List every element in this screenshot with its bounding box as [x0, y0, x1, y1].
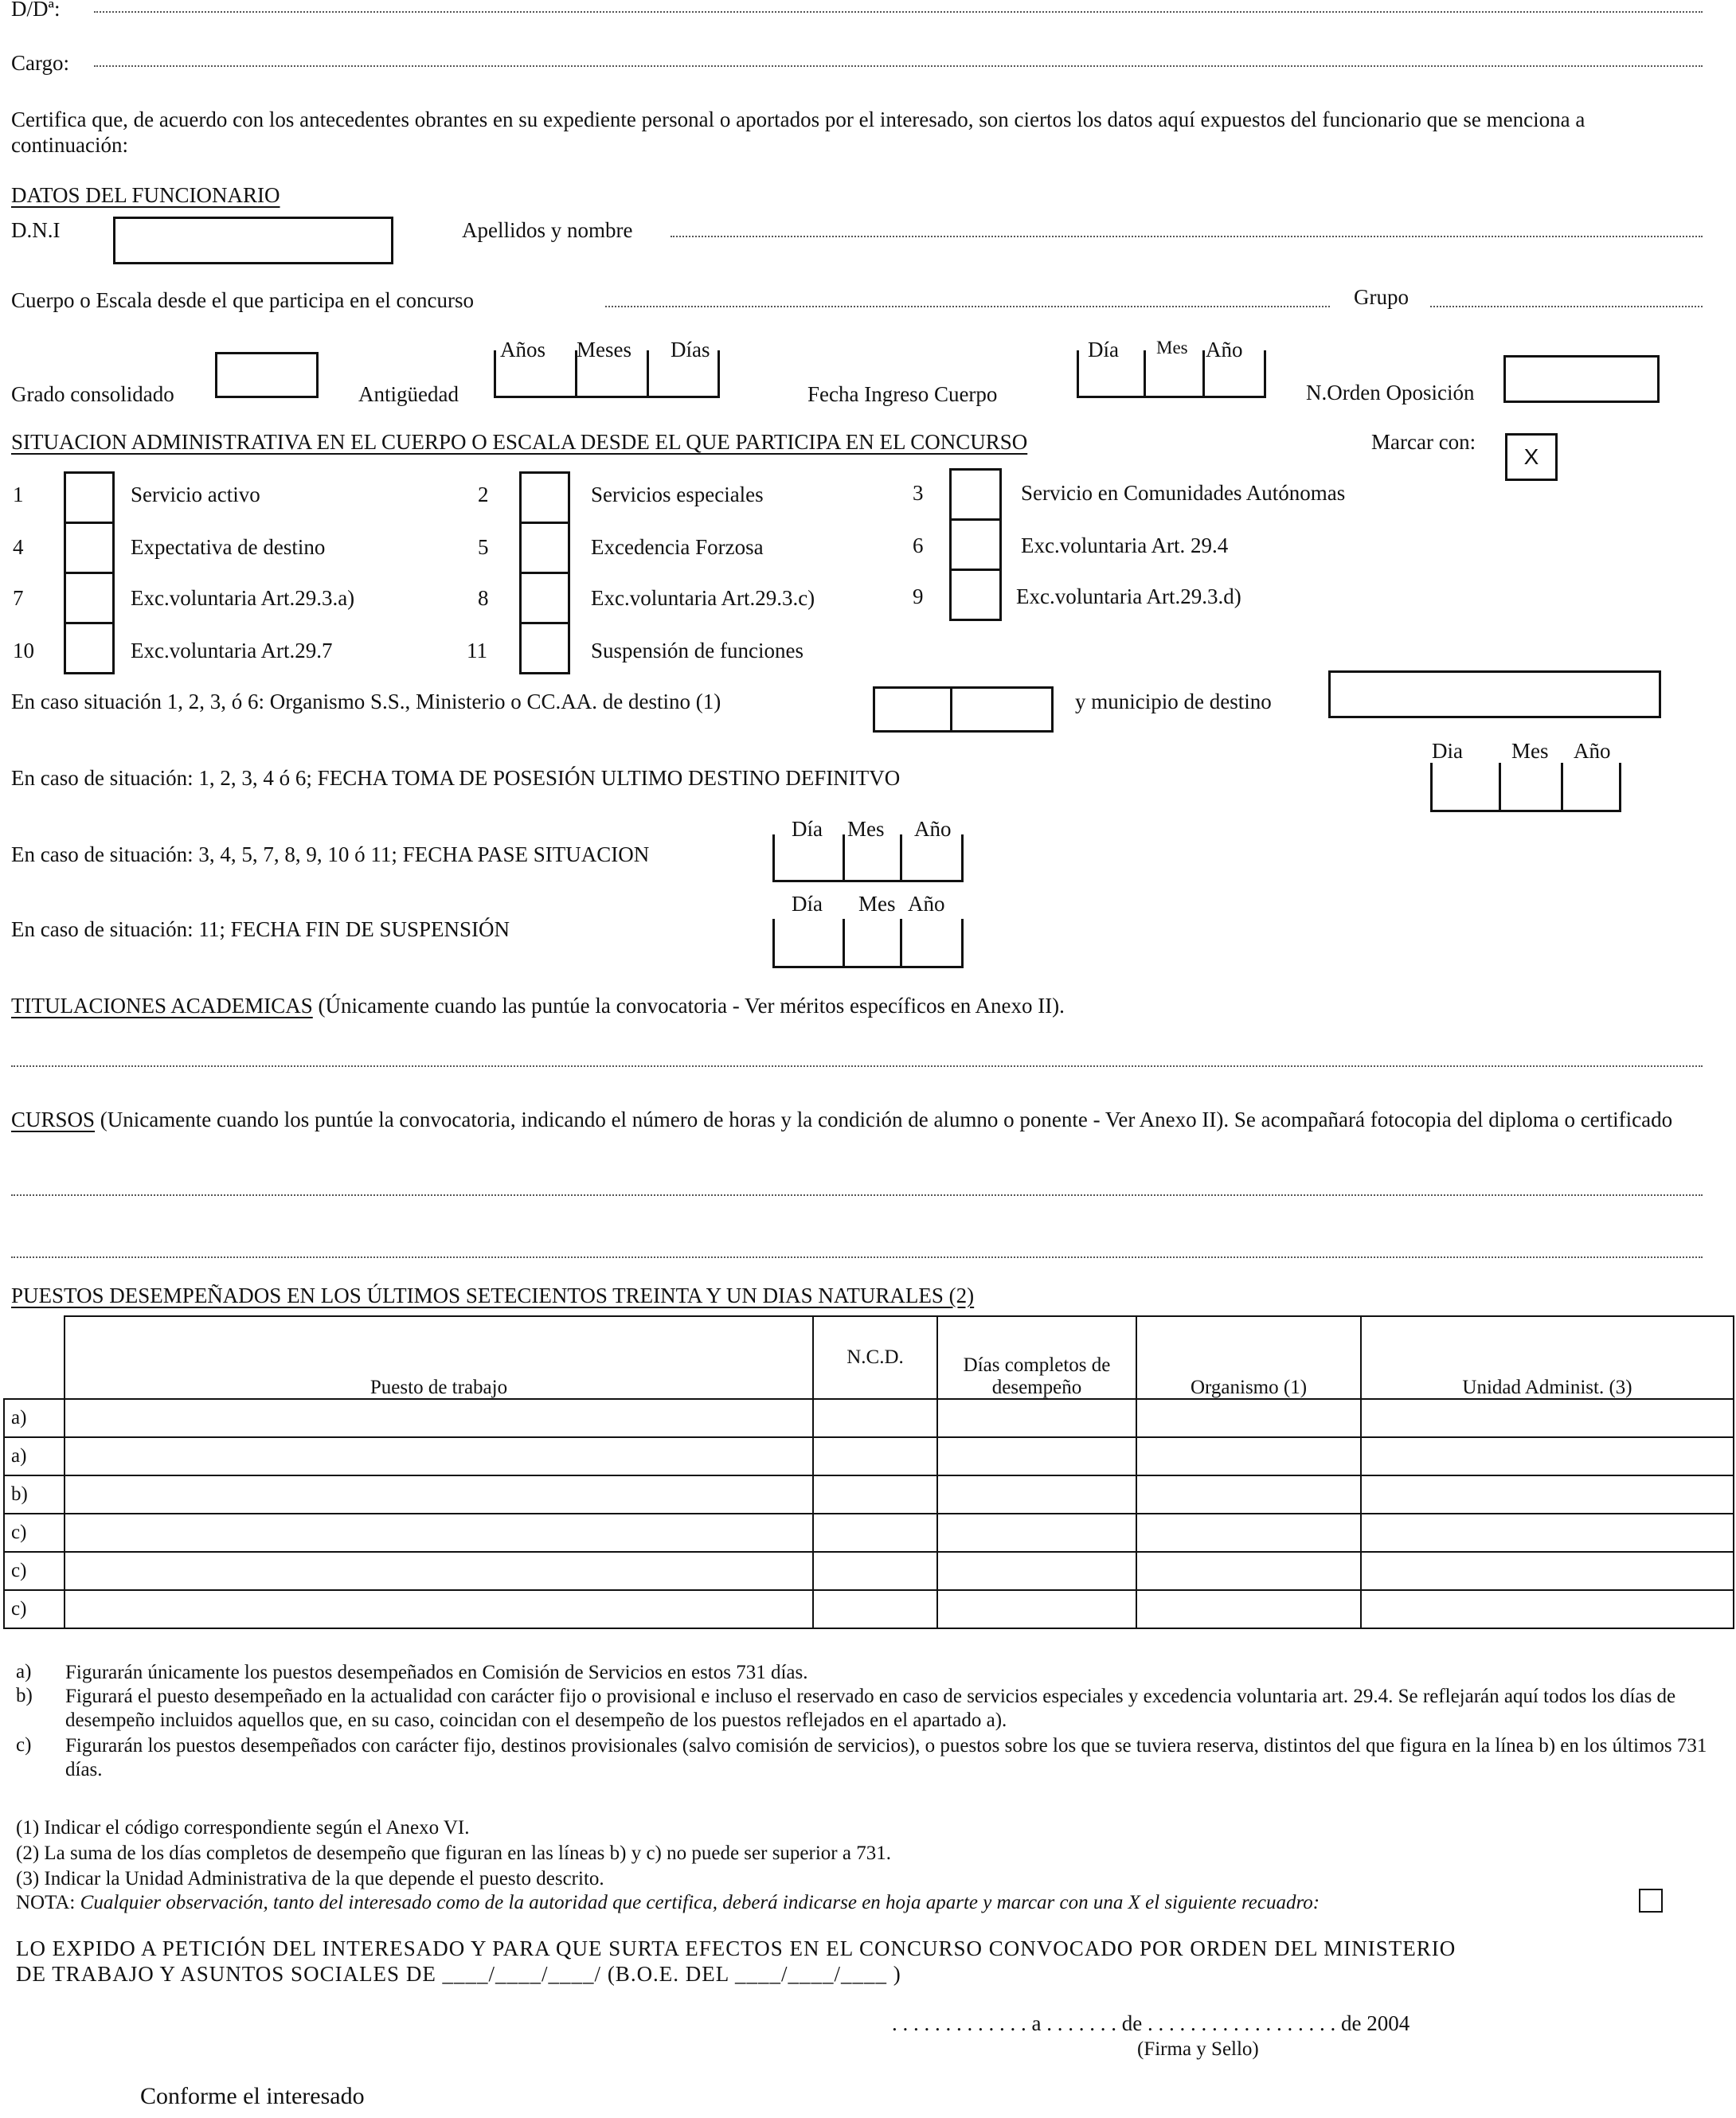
cursos-title: CURSOS [11, 1108, 96, 1131]
option-num: 9 [913, 584, 924, 608]
cell-dias[interactable] [937, 1590, 1136, 1628]
antiguedad-col-meses: Meses [577, 338, 631, 361]
nota-c: Figurarán los puestos desempeñados con carácter fijo, destinos provisionales (salvo comisión de servicios), o puestos sobre los que se tuviera reserva, distintos del que figura en la línea b) en los últimos 731 días. [65, 1735, 1707, 1780]
dni-label: D.N.I [11, 218, 61, 242]
cell-puesto[interactable] [65, 1475, 813, 1514]
marcar-example: X [1505, 433, 1558, 481]
col-header-puesto: Puesto de trabajo [65, 1316, 813, 1399]
observacion-checkbox[interactable] [1639, 1889, 1663, 1913]
toma-col-ano: Año [1574, 739, 1611, 763]
nota-prefix: NOTA: [16, 1892, 76, 1913]
cell-puesto[interactable] [65, 1437, 813, 1475]
cargo-field[interactable] [94, 65, 1703, 67]
cell-unidad[interactable] [1361, 1590, 1734, 1628]
cell-unidad[interactable] [1361, 1514, 1734, 1552]
option-checkbox-9[interactable] [949, 569, 1002, 621]
col-header-organismo: Organismo (1) [1136, 1316, 1361, 1399]
ingreso-col-mes: Mes [1156, 338, 1188, 358]
toma-mes-input[interactable] [1499, 763, 1561, 812]
antiguedad-col-dias: Días [671, 338, 710, 361]
apellidos-label: Apellidos y nombre [462, 218, 633, 242]
cursos-field-1[interactable] [11, 1194, 1703, 1196]
pase-col-dia: Día [792, 817, 823, 841]
option-label: Exc.voluntaria Art.29.7 [131, 639, 333, 662]
cell-dias[interactable] [937, 1475, 1136, 1514]
nota-text: Cualquier observación, tanto del interesado como de la autoridad que certifica, deberá indicarse en hoja aparte y marcar con una X el siguiente recuadro: [80, 1892, 1320, 1913]
titulaciones-line [11, 994, 1065, 1018]
option-num: 6 [913, 533, 924, 557]
cuerpo-field[interactable] [605, 306, 1330, 307]
option-label: Excedencia Forzosa [591, 535, 764, 559]
titulaciones-title: TITULACIONES ACADEMICAS [11, 994, 313, 1018]
option-label: Exc.voluntaria Art. 29.4 [1021, 533, 1229, 557]
antiguedad-dias-input[interactable] [647, 350, 720, 398]
row-label: c) [4, 1514, 65, 1552]
fin-label: En caso de situación: 11; FECHA FIN DE SUSPENSIÓN [11, 917, 510, 941]
cell-ncd[interactable] [813, 1552, 937, 1590]
option-num: 5 [478, 535, 489, 559]
marcar-label: Marcar con: [1371, 430, 1476, 454]
apellidos-field[interactable] [671, 236, 1703, 237]
grado-label: Grado consolidado [11, 382, 174, 406]
orden-input[interactable] [1503, 355, 1660, 403]
cursos-block [11, 1107, 1707, 1132]
expido-line-1: LO EXPIDO A PETICIÓN DEL INTERESADO Y PARA QUE SURTA EFECTOS EN EL CONCURSO CONVOCADO POR ORDEN DEL MINISTERIO [16, 1936, 1456, 1960]
fin-col-ano: Año [908, 892, 945, 916]
cell-unidad[interactable] [1361, 1552, 1734, 1590]
table-row [4, 1552, 1734, 1590]
option-label: Suspensión de funciones [591, 639, 803, 662]
pase-col-ano: Año [914, 817, 952, 841]
option-label: Expectativa de destino [131, 535, 326, 559]
cell-ncd[interactable] [813, 1437, 937, 1475]
fin-col-mes: Mes [858, 892, 896, 916]
cell-unidad[interactable] [1361, 1437, 1734, 1475]
nota-b-label: b) [16, 1685, 33, 1706]
cell-puesto[interactable] [65, 1399, 813, 1437]
cell-ncd[interactable] [813, 1514, 937, 1552]
fin-dia-input[interactable] [772, 919, 843, 968]
option-label: Servicio activo [131, 483, 260, 506]
cell-dias[interactable] [937, 1399, 1136, 1437]
option-checkbox-7[interactable] [64, 572, 115, 624]
grupo-field[interactable] [1430, 306, 1703, 307]
option-label: Exc.voluntaria Art.29.3.a) [131, 586, 355, 610]
antiguedad-meses-input[interactable] [575, 350, 647, 398]
nota-c-label: c) [16, 1734, 32, 1756]
ingreso-mes-input[interactable] [1144, 350, 1202, 398]
cell-dias[interactable] [937, 1552, 1136, 1590]
certifica-text: Certifica que, de acuerdo con los antecedentes obrantes en su expediente personal o aportados por el interesado, son ciertos los datos aquí expuestos del funcionario que se menciona a continuación: [11, 107, 1585, 158]
cell-dias[interactable] [937, 1437, 1136, 1475]
antiguedad-label: Antigüedad [358, 382, 459, 406]
table-corner [4, 1316, 65, 1399]
table-row [4, 1514, 1734, 1552]
option-checkbox-3[interactable] [949, 468, 1002, 521]
expido-line-2: DE TRABAJO Y ASUNTOS SOCIALES DE ____/____/____/ (B.O.E. DEL ____/____/____ ) [16, 1962, 901, 1986]
option-checkbox-11[interactable] [519, 622, 570, 674]
toma-col-mes: Mes [1511, 739, 1549, 763]
pase-col-mes: Mes [847, 817, 885, 841]
cell-organismo[interactable] [1136, 1590, 1361, 1628]
table-row [4, 1475, 1734, 1514]
conforme-interesado: Conforme el interesado [140, 2083, 365, 2109]
pase-mes-input[interactable] [843, 834, 900, 882]
option-label: Servicio en Comunidades Autónomas [1021, 481, 1346, 505]
option-checkbox-1[interactable] [64, 471, 115, 524]
nota-b: Figurará el puesto desempeñado en la actualidad con carácter fijo o provisional e incluso el reservado en caso de servicios especiales y excedencia voluntaria art. 29.4. Se reflejarán aquí todos los días de desempeño incluidos aquellos que, en su caso, coincidan con el desempeño de los puestos reflejados en el apartado a). [65, 1686, 1676, 1731]
table-row [4, 1399, 1734, 1437]
table-row [4, 1590, 1734, 1628]
cell-unidad[interactable] [1361, 1475, 1734, 1514]
cell-puesto[interactable] [65, 1590, 813, 1628]
ingreso-col-dia: Día [1088, 338, 1119, 361]
antiguedad-col-anos: Años [500, 338, 546, 361]
cell-organismo[interactable] [1136, 1399, 1361, 1437]
nota-a: Figurarán únicamente los puestos desempeñados en Comisión de Servicios en estos 731 días. [65, 1662, 808, 1683]
row-label: a) [4, 1437, 65, 1475]
section-situacion: SITUACION ADMINISTRATIVA EN EL CUERPO O ESCALA DESDE EL QUE PARTICIPA EN EL CONCURSO [11, 430, 1028, 454]
toma-ano-input[interactable] [1561, 763, 1621, 812]
option-checkbox-4[interactable] [64, 522, 115, 574]
option-checkbox-8[interactable] [519, 572, 570, 624]
option-checkbox-2[interactable] [519, 471, 570, 524]
fin-mes-input[interactable] [843, 919, 900, 968]
cursos-note: (Unicamente cuando los puntúe la convocatoria, indicando el número de horas y la condición de alumno o ponente - Ver Anexo II). Se acompañará fotocopia del diploma o certificado [100, 1108, 1673, 1131]
cell-dias[interactable] [937, 1514, 1136, 1552]
option-num: 10 [13, 639, 34, 662]
ingreso-col-ano: Año [1206, 338, 1243, 361]
fin-ano-input[interactable] [900, 919, 964, 968]
cell-organismo[interactable] [1136, 1514, 1361, 1552]
toma-col-dia: Dia [1432, 739, 1463, 763]
option-num: 8 [478, 586, 489, 610]
option-checkbox-10[interactable] [64, 622, 115, 674]
dd-field[interactable] [94, 11, 1703, 13]
option-num: 11 [467, 639, 487, 662]
dni-input[interactable] [113, 217, 393, 264]
cell-organismo[interactable] [1136, 1437, 1361, 1475]
option-num: 1 [13, 483, 24, 506]
section-datos-funcionario: DATOS DEL FUNCIONARIO [11, 183, 280, 207]
pase-label: En caso de situación: 3, 4, 5, 7, 8, 9, 10 ó 11; FECHA PASE SITUACION [11, 842, 650, 866]
organismo-input-2[interactable] [950, 686, 1054, 733]
titulaciones-note: (Únicamente cuando las puntúe la convocatoria - Ver méritos específicos en Anexo II). [318, 994, 1065, 1018]
dd-label: D/Dª: [11, 0, 61, 21]
nota-1: (1) Indicar el código correspondiente según el Anexo VI. [16, 1817, 470, 1839]
row-label: b) [4, 1475, 65, 1514]
antiguedad-anos-input[interactable] [494, 350, 575, 398]
row-label: a) [4, 1399, 65, 1437]
fin-col-dia: Día [792, 892, 823, 916]
titulaciones-field[interactable] [11, 1065, 1703, 1067]
table-row [4, 1437, 1734, 1475]
cell-puesto[interactable] [65, 1552, 813, 1590]
cell-ncd[interactable] [813, 1590, 937, 1628]
option-label: Exc.voluntaria Art.29.3.c) [591, 586, 815, 610]
option-num: 7 [13, 586, 24, 610]
nota-2: (2) La suma de los días completos de desempeño que figuran en las líneas b) y c) no puede ser superior a 731. [16, 1843, 891, 1864]
row-label: c) [4, 1552, 65, 1590]
option-label: Servicios especiales [591, 483, 764, 506]
firma-sello: (Firma y Sello) [1137, 2038, 1259, 2060]
cell-ncd[interactable] [813, 1399, 937, 1437]
ingreso-ano-input[interactable] [1202, 350, 1266, 398]
organismo-label: En caso situación 1, 2, 3, ó 6: Organismo S.S., Ministerio o CC.AA. de destino (1) [11, 690, 721, 713]
nota-3: (3) Indicar la Unidad Administrativa de la que depende el puesto descrito. [16, 1868, 604, 1889]
orden-label: N.Orden Oposición [1306, 381, 1475, 404]
cell-puesto[interactable] [65, 1514, 813, 1552]
grupo-label: Grupo [1354, 285, 1409, 309]
cargo-label: Cargo: [11, 51, 69, 75]
fecha-ingreso-label: Fecha Ingreso Cuerpo [807, 382, 998, 406]
option-num: 3 [913, 481, 924, 505]
section-puestos: PUESTOS DESEMPEÑADOS EN LOS ÚLTIMOS SETECIENTOS TREINTA Y UN DIAS NATURALES (2) [11, 1284, 975, 1307]
toma-label: En caso de situación: 1, 2, 3, 4 ó 6; FECHA TOMA DE POSESIÓN ULTIMO DESTINO DEFINITVO [11, 766, 901, 790]
nota-a-label: a) [16, 1661, 32, 1682]
cursos-field-2[interactable] [11, 1256, 1703, 1258]
col-header-dias: Días completos de desempeño [937, 1316, 1136, 1399]
cell-unidad[interactable] [1361, 1399, 1734, 1437]
puestos-table [3, 1315, 1734, 1629]
option-label: Exc.voluntaria Art.29.3.d) [1016, 584, 1241, 608]
cell-ncd[interactable] [813, 1475, 937, 1514]
option-checkbox-6[interactable] [949, 518, 1002, 571]
col-header-unidad: Unidad Administ. (3) [1361, 1316, 1734, 1399]
cuerpo-label: Cuerpo o Escala desde el que participa en el concurso [11, 288, 475, 312]
option-num: 2 [478, 483, 489, 506]
lugar-fecha: . . . . . . . . . . . . . a . . . . . . . de . . . . . . . . . . . . . . . . . . de 2004 [892, 2011, 1410, 2035]
pase-dia-input[interactable] [772, 834, 843, 882]
option-num: 4 [13, 535, 24, 559]
toma-dia-input[interactable] [1430, 763, 1499, 812]
option-checkbox-5[interactable] [519, 522, 570, 574]
col-header-ncd: N.C.D. [813, 1316, 937, 1399]
municipio-input[interactable] [1328, 670, 1661, 718]
organismo-input-1[interactable] [873, 686, 952, 733]
municipio-label: y municipio de destino [1075, 690, 1272, 713]
pase-ano-input[interactable] [900, 834, 964, 882]
cell-organismo[interactable] [1136, 1475, 1361, 1514]
cell-organismo[interactable] [1136, 1552, 1361, 1590]
grado-input[interactable] [215, 352, 319, 398]
row-label: c) [4, 1590, 65, 1628]
ingreso-dia-input[interactable] [1077, 350, 1144, 398]
nota-observacion [16, 1892, 1320, 1915]
